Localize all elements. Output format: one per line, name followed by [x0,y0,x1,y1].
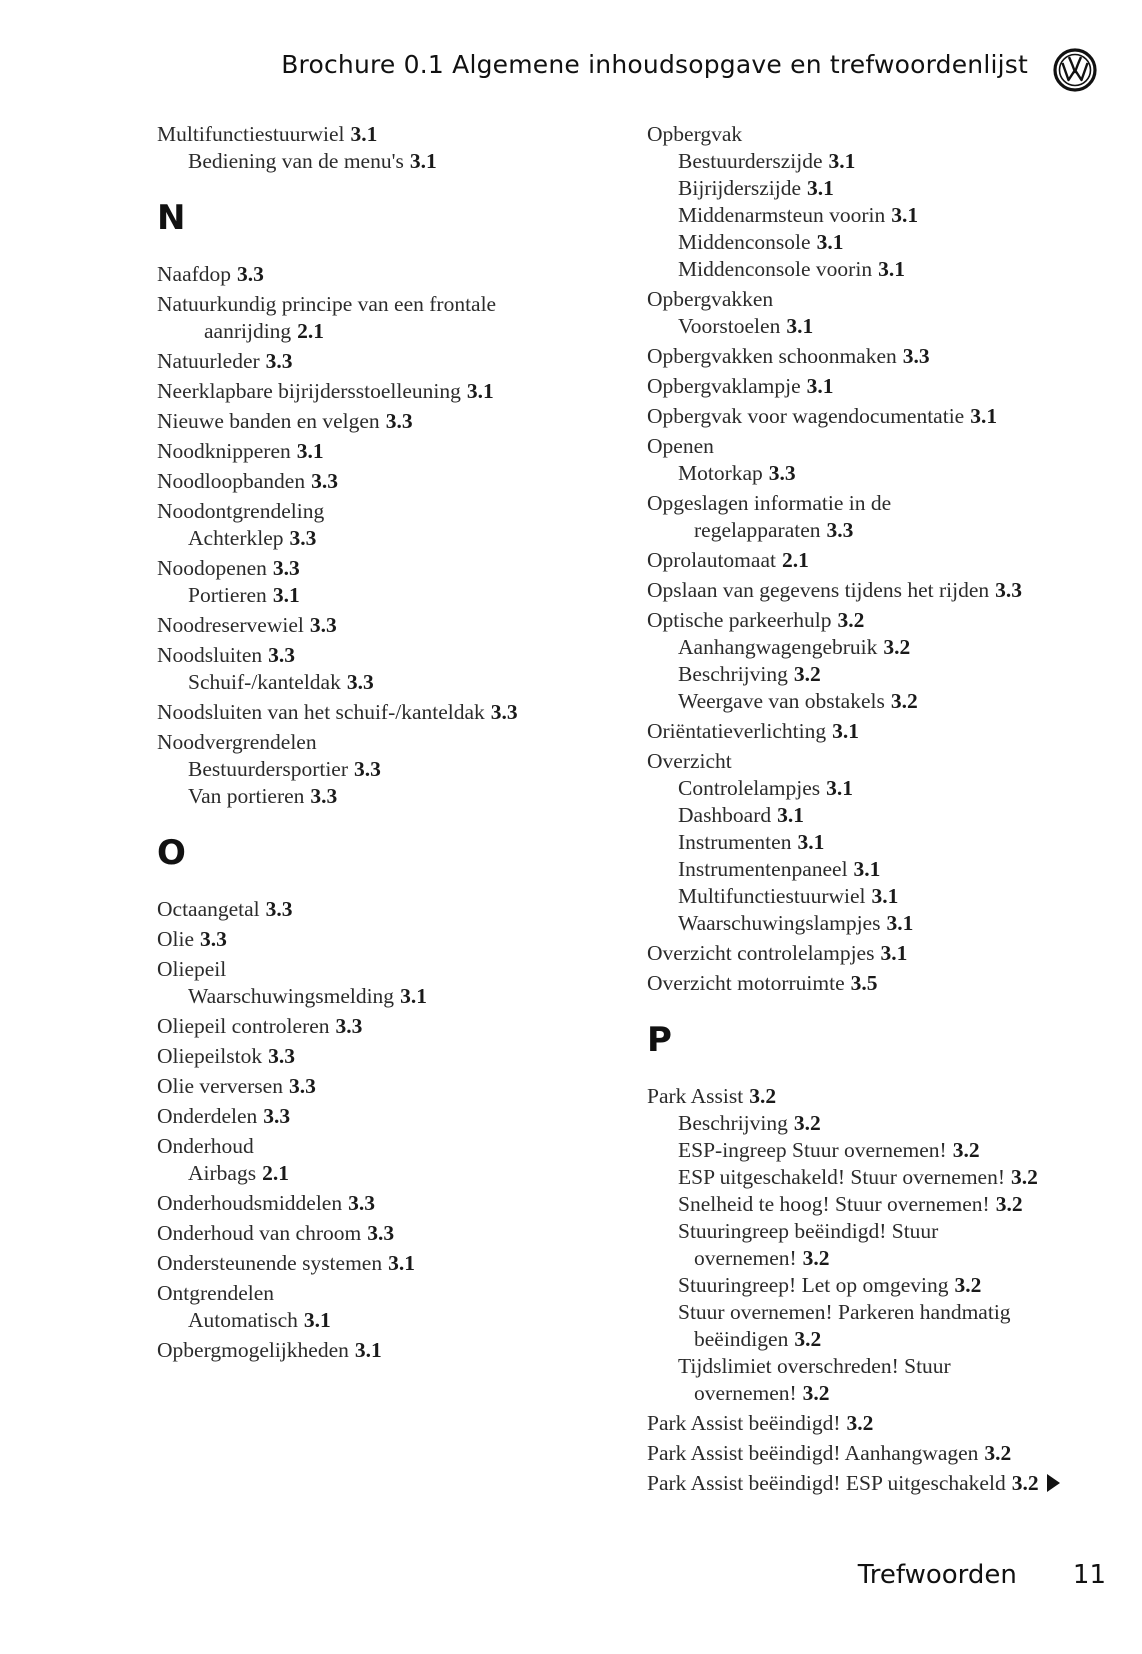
index-subentry: Voorstoelen 3.1 [678,314,814,338]
index-subentry-continuation: beëindigen 3.2 [694,1327,822,1351]
index-subentry: Snelheid te hoog! Stuur overnemen! 3.2 [678,1192,1023,1216]
index-entry: Onderdelen 3.3 [157,1104,291,1128]
index-entry: Optische parkeerhulp 3.2 [647,608,865,632]
index-entry: Nieuwe banden en velgen 3.3 [157,409,413,433]
index-subentry: Automatisch 3.1 [188,1308,331,1332]
index-entry: Opslaan van gegevens tijdens het rijden 3.3 [647,578,1022,602]
index-entry: Noodloopbanden 3.3 [157,469,338,493]
index-entry: Olie 3.3 [157,927,227,951]
page-footer [0,1560,1106,1590]
index-entry: Opgeslagen informatie in de [647,491,892,515]
index-subentry: Bestuurdersportier 3.3 [188,757,381,781]
index-entry: Ontgrendelen [157,1281,275,1305]
index-subentry: Weergave van obstakels 3.2 [678,689,918,713]
index-subentry: Bestuurderszijde 3.1 [678,149,856,173]
index-subentry: Stuuringreep! Let op omgeving 3.2 [678,1273,982,1297]
index-subentry: ESP-ingreep Stuur overnemen! 3.2 [678,1138,980,1162]
index-subentry: Airbags 2.1 [188,1161,289,1185]
index-entry: Noodsluiten 3.3 [157,643,295,667]
index-subentry: Middenarmsteun voorin 3.1 [678,203,919,227]
index-subentry: Stuuringreep beëindigd! Stuur [678,1219,939,1243]
vw-logo-icon [1053,48,1097,92]
index-entry-continuation: regelapparaten 3.3 [694,518,854,542]
index-entry: Opbergvakken schoonmaken 3.3 [647,344,930,368]
footer-section-label: Trefwoorden [857,1560,1017,1590]
index-entry-continuation: aanrijding 2.1 [204,319,325,343]
index-subentry: Multifunctiestuurwiel 3.1 [678,884,899,908]
index-subentry: Beschrijving 3.2 [678,662,821,686]
index-entry: Natuurleder 3.3 [157,349,293,373]
index-entry: Park Assist beëindigd! Aanhangwagen 3.2 [647,1441,1012,1465]
index-entry: Oprolautomaat 2.1 [647,548,809,572]
index-entry: Naafdop 3.3 [157,262,264,286]
index-entry: Opbergvakken [647,287,774,311]
index-entry: Opbergvak [647,122,743,146]
index-subentry: Stuur overnemen! Parkeren handmatig [678,1300,1011,1324]
index-entry: Opbergmogelijkheden 3.1 [157,1338,382,1362]
index-entry: Park Assist beëindigd! ESP uitgeschakeld 3.2 [647,1470,1117,1497]
index-entry: Octaangetal 3.3 [157,897,293,921]
index-entry: Opbergvaklampje 3.1 [647,374,834,398]
index-subentry: Dashboard 3.1 [678,803,805,827]
index-entry: Onderhoud [157,1134,254,1158]
index-entry: Overzicht controlelampjes 3.1 [647,941,908,965]
index-subentry: Instrumenten 3.1 [678,830,825,854]
index-entry: Overzicht [647,749,732,773]
continue-arrow-icon [1047,1474,1060,1492]
index-subentry-continuation: overnemen! 3.2 [694,1246,830,1270]
index-column-left [157,121,627,1367]
index-subentry: Controlelampjes 3.1 [678,776,853,800]
index-subentry: Schuif-/kanteldak 3.3 [188,670,374,694]
index-entry: Noodsluiten van het schuif-/kanteldak 3.3 [157,700,518,724]
index-entry: Oliepeil [157,957,227,981]
index-column-right [647,121,1117,1500]
index-subentry: Portieren 3.1 [188,583,300,607]
section-letter-o: O [157,833,186,873]
index-subentry: Waarschuwingslampjes 3.1 [678,911,914,935]
index-subentry: Tijdslimiet overschreden! Stuur [678,1354,951,1378]
index-entry: Noodreservewiel 3.3 [157,613,337,637]
index-entry: Oliepeilstok 3.3 [157,1044,295,1068]
index-subentry-continuation: overnemen! 3.2 [694,1381,830,1405]
index-subentry: Bediening van de menu's 3.1 [188,149,437,173]
index-entry: Park Assist beëindigd! 3.2 [647,1411,874,1435]
index-entry: Openen [647,434,714,458]
index-entry: Noodvergrendelen [157,730,317,754]
index-subentry: Middenconsole 3.1 [678,230,844,254]
index-entry: Multifunctiestuurwiel 3.1 [157,122,378,146]
index-subentry: Instrumentenpaneel 3.1 [678,857,881,881]
index-entry: Neerklapbare bijrijdersstoelleuning 3.1 [157,379,494,403]
index-entry: Noodopenen 3.3 [157,556,300,580]
page-header [0,50,1028,79]
index-entry: Olie verversen 3.3 [157,1074,316,1098]
index-entry: Noodknipperen 3.1 [157,439,324,463]
index-entry: Natuurkundig principe van een frontale [157,292,497,316]
index-entry: Opbergvak voor wagendocumentatie 3.1 [647,404,998,428]
section-letter-n: N [157,198,186,238]
index-entry: Onderhoud van chroom 3.3 [157,1221,395,1245]
index-subentry: Bijrijderszijde 3.1 [678,176,834,200]
index-subentry: Aanhangwagengebruik 3.2 [678,635,911,659]
index-subentry: Achterklep 3.3 [188,526,317,550]
index-subentry: Beschrijving 3.2 [678,1111,821,1135]
index-subentry: Van portieren 3.3 [188,784,338,808]
index-entry: Oriëntatieverlichting 3.1 [647,719,859,743]
section-letter-p: P [647,1020,672,1060]
index-entry: Oliepeil controleren 3.3 [157,1014,363,1038]
index-subentry: Motorkap 3.3 [678,461,796,485]
index-entry: Onderhoudsmiddelen 3.3 [157,1191,375,1215]
index-subentry: ESP uitgeschakeld! Stuur overnemen! 3.2 [678,1165,1038,1189]
page-title: Brochure 0.1 Algemene inhoudsopgave en trefwoordenlijst [281,50,1028,79]
index-entry: Ondersteunende systemen 3.1 [157,1251,415,1275]
page-number: 11 [1072,1560,1106,1590]
index-entry: Noodontgrendeling [157,499,325,523]
index-entry: Overzicht motorruimte 3.5 [647,971,878,995]
index-entry: Park Assist 3.2 [647,1084,777,1108]
index-subentry: Middenconsole voorin 3.1 [678,257,905,281]
index-subentry: Waarschuwingsmelding 3.1 [188,984,427,1008]
